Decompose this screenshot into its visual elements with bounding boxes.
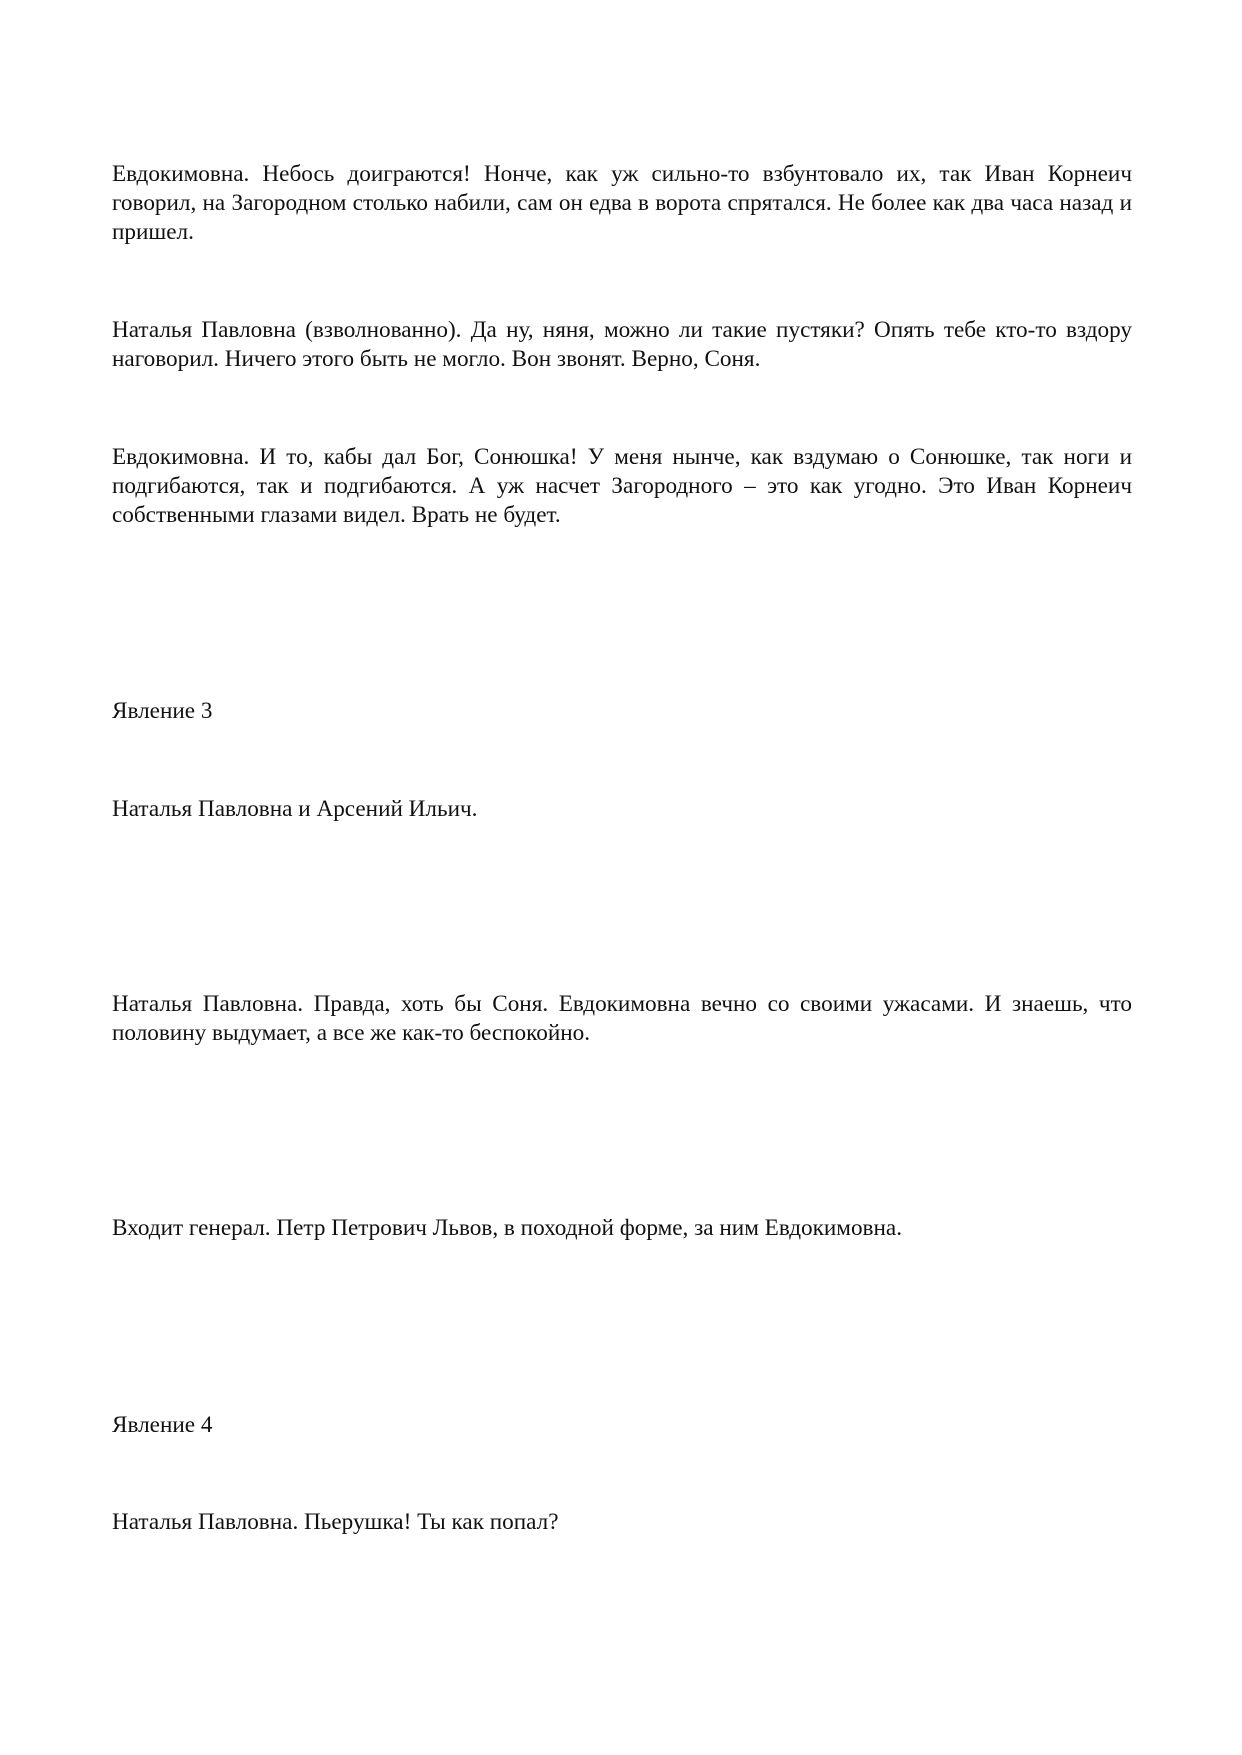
scene-heading-3: Явление 3 xyxy=(112,698,213,724)
paragraph-natalya-2: Наталья Павловна. Правда, хоть бы Соня. Евдокимовна вечно со своими ужасами. И знаешь, что половину выдумает, а все же как-то беспокойно. xyxy=(112,991,1132,1046)
paragraph-evdokimovna-1: Евдокимовна. Небось доиграются! Нонче, как уж сильно-то взбунтовало их, так Иван Корнеич говорил, на Загородном столько набили, сам он едва в ворота спрятался. Не более как два часа назад и пришел. xyxy=(112,161,1132,245)
paragraph-evdokimovna-2: Евдокимовна. И то, кабы дал Бог, Сонюшка! У меня нынче, как вздумаю о Сонюшке, так ноги и подгибаются, так и подгибаются. А уж насчет Загородного – это как угодно. Это Иван Корнеич собственными глазами видел. Врать не будет. xyxy=(112,444,1132,528)
paragraph-natalya-3: Наталья Павловна. Пьерушка! Ты как попал? xyxy=(112,1509,559,1535)
scene-characters: Наталья Павловна и Арсений Ильич. xyxy=(112,796,478,822)
scene-heading-4: Явление 4 xyxy=(112,1412,213,1438)
stage-direction: Входит генерал. Петр Петрович Львов, в походной форме, за ним Евдокимовна. xyxy=(112,1215,902,1241)
paragraph-natalya-1: Наталья Павловна (взволнованно). Да ну, няня, можно ли такие пустяки? Опять тебе кто-то вздору наговорил. Ничего этого быть не могло. Вон звонят. Верно, Соня. xyxy=(112,317,1132,372)
